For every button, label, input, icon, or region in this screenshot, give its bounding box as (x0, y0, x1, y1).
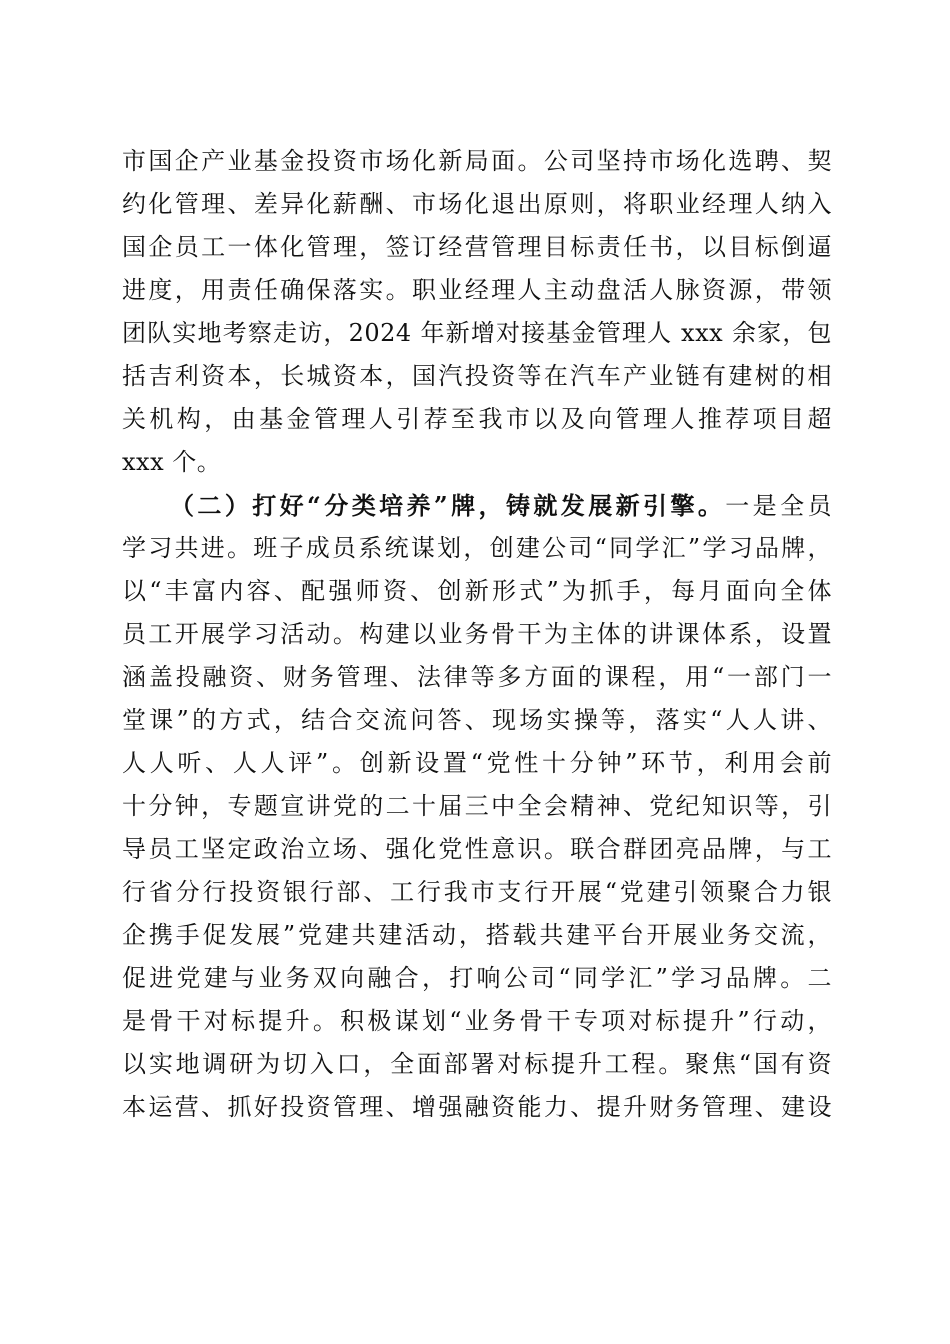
paragraph-2-line-7: 人人听、人人评”。创新设置“党性十分钟”环节，利用会前 (122, 749, 832, 777)
document-body (122, 140, 832, 1129)
paragraph-1-line-5: 团队实地考察走访，2024 年新增对接基金管理人 xxx 余家，包 (122, 319, 832, 347)
paragraph-2-line-2: 学习共进。班子成员系统谋划，创建公司“同学汇”学习品牌， (122, 534, 832, 562)
paragraph-2-line-8: 十分钟，专题宣讲党的二十届三中全会精神、党纪知识等，引 (122, 792, 832, 820)
paragraph-1-line-1: 市国企产业基金投资市场化新局面。公司坚持市场化选聘、契 (122, 147, 832, 175)
paragraph-2-line-1-rest: 一是全员 (725, 492, 833, 520)
paragraph-1-line-4: 进度，用责任确保落实。职业经理人主动盘活人脉资源，带领 (122, 276, 832, 304)
paragraph-2-line-6: 堂课”的方式，结合交流问答、现场实操等，落实“人人讲、 (122, 706, 832, 734)
paragraph-2-line-15: 本运营、抓好投资管理、增强融资能力、提升财务管理、建设 (122, 1093, 832, 1121)
paragraph-2-line-9: 导员工坚定政治立场、强化党性意识。联合群团亮品牌，与工 (122, 835, 832, 863)
paragraph-2-line-5: 涵盖投融资、财务管理、法律等多方面的课程，用“一部门一 (122, 663, 832, 691)
paragraph-2-line-3: 以“丰富内容、配强师资、创新形式”为抓手，每月面向全体 (122, 577, 832, 605)
paragraph-1-line-3: 国企员工一体化管理，签订经营管理目标责任书，以目标倒逼 (122, 233, 832, 261)
paragraph-1-line-6: 括吉利资本，长城资本，国汽投资等在汽车产业链有建树的相 (122, 362, 832, 390)
paragraph-2-line-1 (122, 484, 832, 527)
section-heading: （二）打好“分类培养”牌，铸就发展新引擎。 (170, 491, 726, 520)
paragraph-2-line-14: 以实地调研为切入口，全面部署对标提升工程。聚焦“国有资 (122, 1050, 832, 1078)
paragraph-1-line-8: xxx 个。 (122, 448, 222, 476)
paragraph-2-line-10: 行省分行投资银行部、工行我市支行开展“党建引领聚合力银 (122, 878, 832, 906)
paragraph-1-line-7: 关机构，由基金管理人引荐至我市以及向管理人推荐项目超 (122, 405, 832, 433)
paragraph-2-line-12: 促进党建与业务双向融合，打响公司“同学汇”学习品牌。二 (122, 964, 832, 992)
paragraph-2-line-11: 企携手促发展”党建共建活动，搭载共建平台开展业务交流， (122, 921, 832, 949)
paragraph-1-line-2: 约化管理、差异化薪酬、市场化退出原则，将职业经理人纳入 (122, 190, 832, 218)
paragraph-2-line-13: 是骨干对标提升。积极谋划“业务骨干专项对标提升”行动， (122, 1007, 832, 1035)
paragraph-2-line-4: 员工开展学习活动。构建以业务骨干为主体的讲课体系，设置 (122, 620, 832, 648)
